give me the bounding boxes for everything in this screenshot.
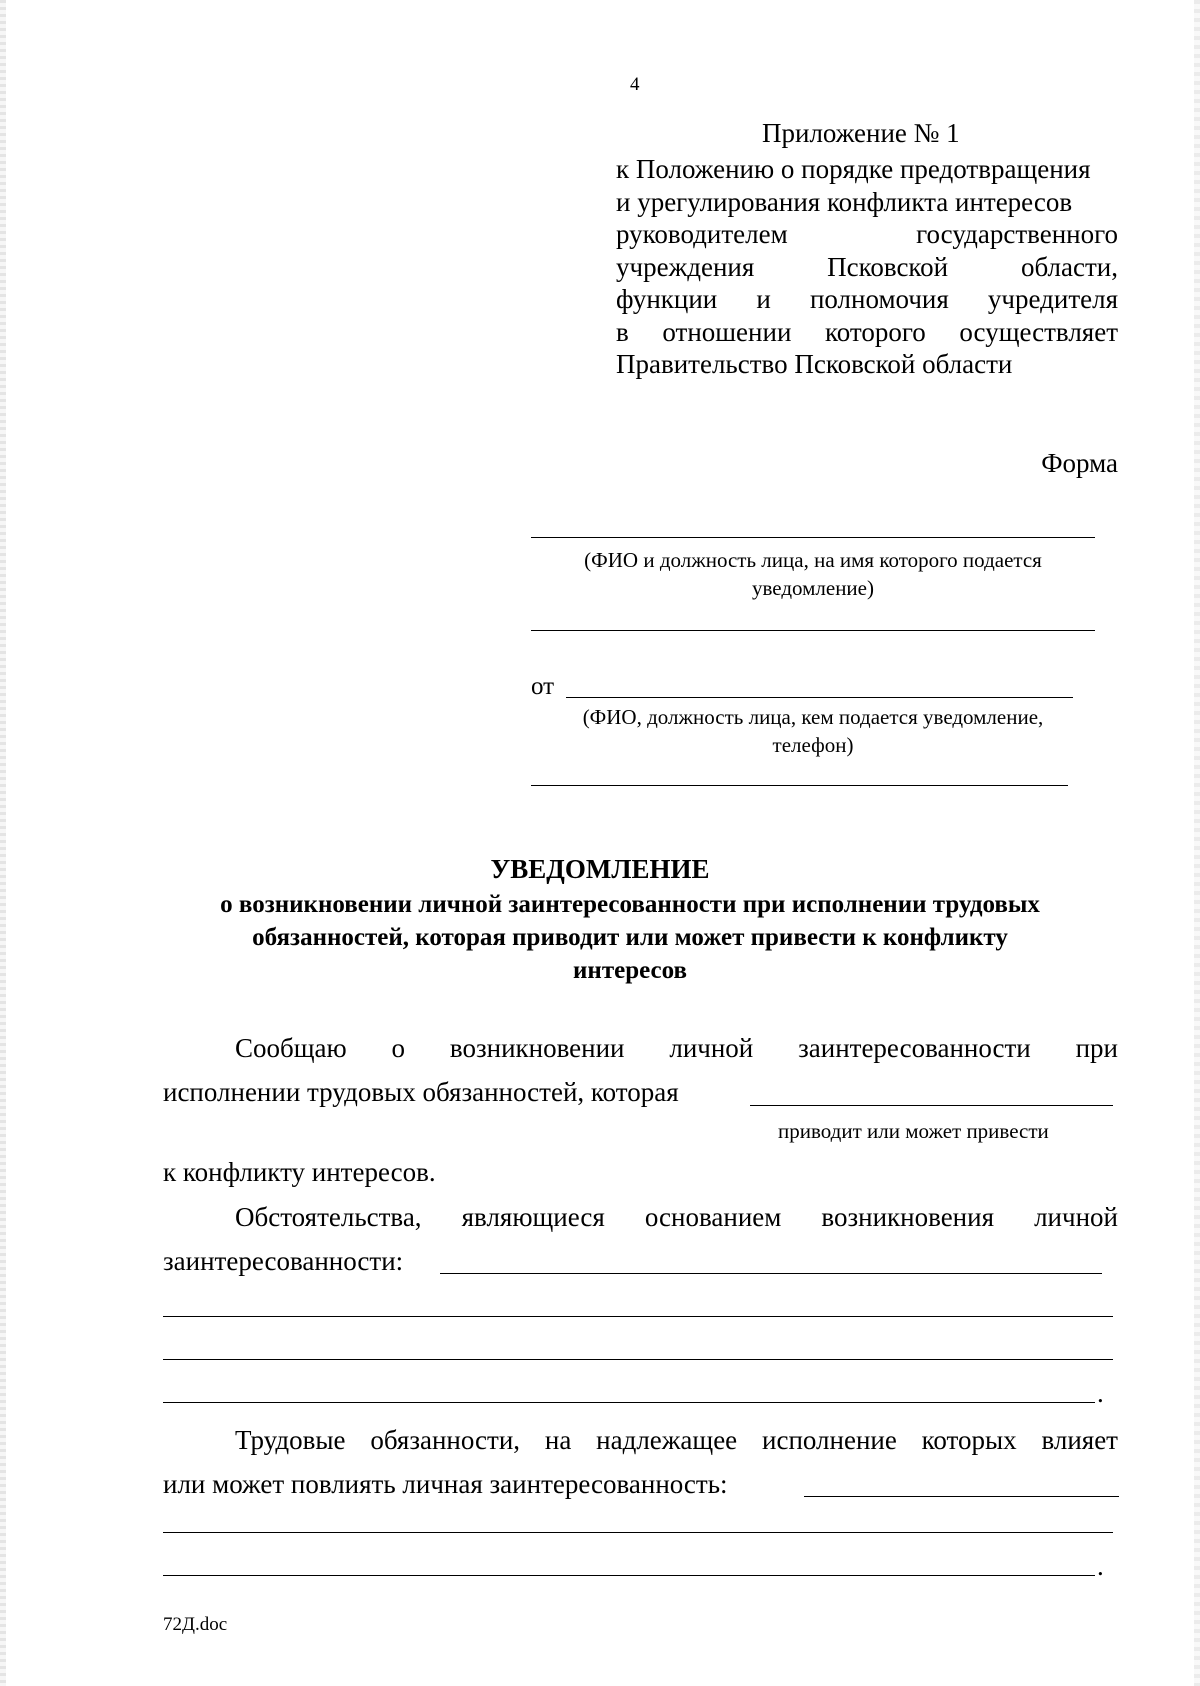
paragraph-1-line-2: исполнении трудовых обязанностей, которая [163,1077,679,1107]
form-label: Форма [1041,448,1118,478]
sender-caption [531,703,1095,759]
appendix-line: к Положению о порядке предотвращения [616,154,1091,184]
subtitle-line: интересов [573,957,687,984]
sender-contact-line[interactable] [531,785,1068,786]
circumstances-line-4[interactable] [163,1402,1095,1403]
duties-line-3[interactable] [163,1575,1095,1576]
recipient-position-line[interactable] [531,630,1095,631]
duties-end-dot: . [1097,1551,1104,1581]
conflict-type-hint: приводит или может привести [778,1119,1049,1143]
footer-filename: 72Д.doc [163,1614,228,1635]
appendix-line: в отношении которого осуществляет [616,316,1118,347]
circumstances-end-dot: . [1097,1378,1104,1408]
appendix-line: руководителем государственного [616,219,1118,249]
recipient-caption-line2: уведомление) [751,576,874,600]
recipient-caption-line1: (ФИО и должность лица, на имя которого подается [584,548,1042,572]
paragraph-3-line-1: Трудовые обязанности, на надлежащее исполнение которых влияет [235,1425,1118,1455]
circumstances-line-2[interactable] [163,1316,1113,1317]
conflict-type-line[interactable] [750,1105,1113,1106]
sender-prefix: от [531,673,555,700]
paragraph-2-line-1: Обстоятельства, являющиеся основанием возникновения личной [235,1202,1118,1232]
duties-line-2[interactable] [163,1532,1113,1533]
sender-name-line[interactable] [566,697,1073,698]
appendix-description [616,153,1118,381]
circumstances-line-1[interactable] [440,1273,1102,1274]
duties-line-1[interactable] [804,1496,1119,1497]
appendix-title: Приложение № 1 [762,118,960,148]
paragraph-1-line-3: к конфликту интересов. [163,1157,436,1187]
sender-caption-line2: телефон) [772,733,854,757]
document-title: УВЕДОМЛЕНИЕ [490,854,710,884]
document-subtitle [160,888,1100,987]
appendix-line: функции и полномочия учредителя [616,284,1118,314]
subtitle-line: обязанностей, которая приводит или может привести к конфликту [252,924,1008,951]
scan-edge-left [0,0,6,1686]
paragraph-2-line-2: заинтересованности: [163,1246,404,1276]
circumstances-line-3[interactable] [163,1359,1113,1360]
paragraph-3-line-2: или может повлиять личная заинтересованность: [163,1469,728,1499]
appendix-line: учреждения Псковской области, [616,251,1118,282]
subtitle-line: о возникновении личной заинтересованности при исполнении трудовых [220,891,1040,918]
scan-edge-right [1194,0,1200,1686]
appendix-line: и урегулирования конфликта интересов [616,186,1073,217]
recipient-caption [531,546,1095,602]
appendix-line: Правительство Псковской области [616,349,1013,379]
recipient-name-line[interactable] [531,537,1095,538]
page-number: 4 [630,74,640,95]
sender-caption-line1: (ФИО, должность лица, кем подается уведомление, [582,705,1044,729]
paragraph-1-line-1: Сообщаю о возникновении личной заинтересованности при [235,1033,1118,1063]
